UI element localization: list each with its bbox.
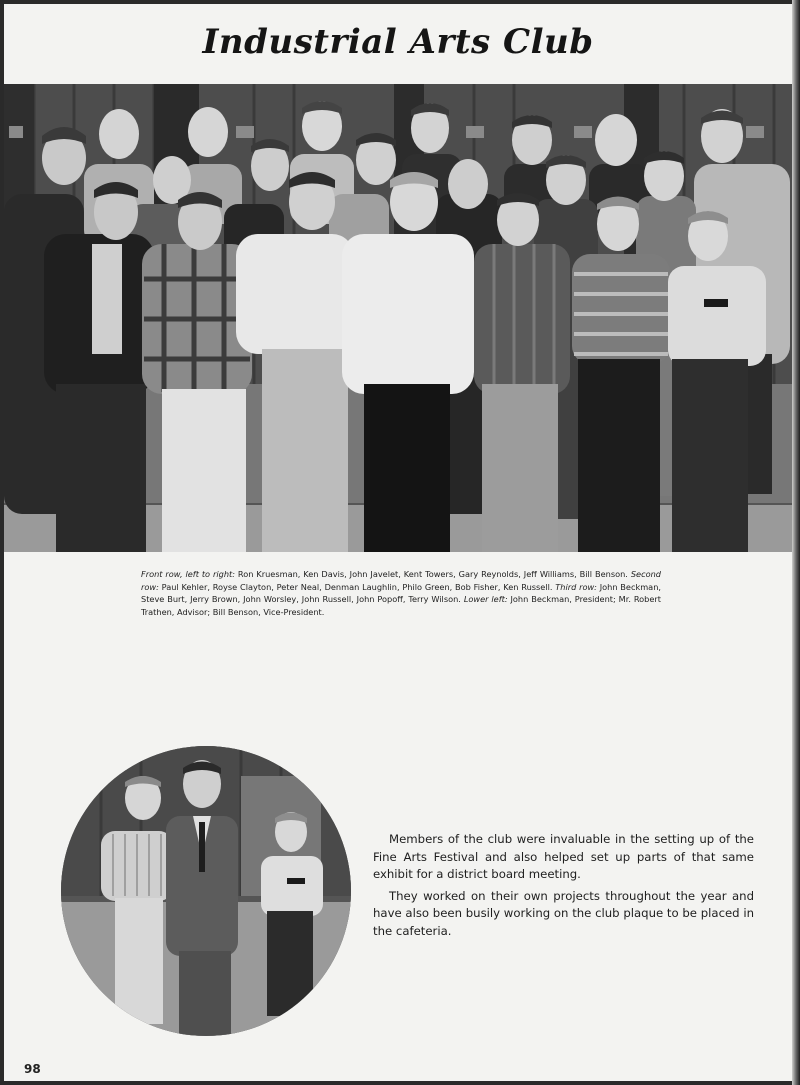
- photo-caption: [141, 568, 661, 618]
- officers-photo: [61, 746, 351, 1036]
- article-paragraph-2: They worked on their own projects throughout the year and have also been busily working on the club plaque to be placed in the cafeteria.: [373, 888, 754, 938]
- article-text: [373, 831, 754, 945]
- yearbook-page: [4, 4, 792, 1081]
- caption-third-label: Third row:: [555, 581, 597, 592]
- caption-second-label: Second row:: [141, 569, 661, 592]
- caption-front-names: Ron Kruesman, Ken Davis, John Javelet, Kent Towers, Gary Reynolds, Jeff Williams, Bill Benson.: [234, 569, 631, 579]
- page-title: Industrial Arts Club: [202, 22, 594, 62]
- article-paragraph-1: Members of the club were invaluable in the setting up of the Fine Arts Festival and also helped set up parts of that same exhibit for a district board meeting.: [373, 832, 754, 882]
- caption-third-names: John Beckman, Steve Burt, Jerry Brown, John Worsley, John Russell, John Popoff, Terry Wilson.: [141, 581, 661, 605]
- group-photo: [4, 84, 792, 552]
- caption-lower-label: Lower left:: [463, 594, 508, 605]
- caption-lower-names: John Beckman, President; Mr. Robert Trathen, Advisor; Bill Benson, Vice-President.: [141, 594, 661, 617]
- caption-second-names: Paul Kehler, Royse Clayton, Peter Neal, Denman Laughlin, Philo Green, Bob Fisher, Ken Russell.: [158, 581, 556, 592]
- page-number: 98: [24, 1062, 41, 1076]
- caption-front-label: Front row, left to right:: [141, 569, 235, 579]
- page-edge-shadow: [792, 0, 800, 1085]
